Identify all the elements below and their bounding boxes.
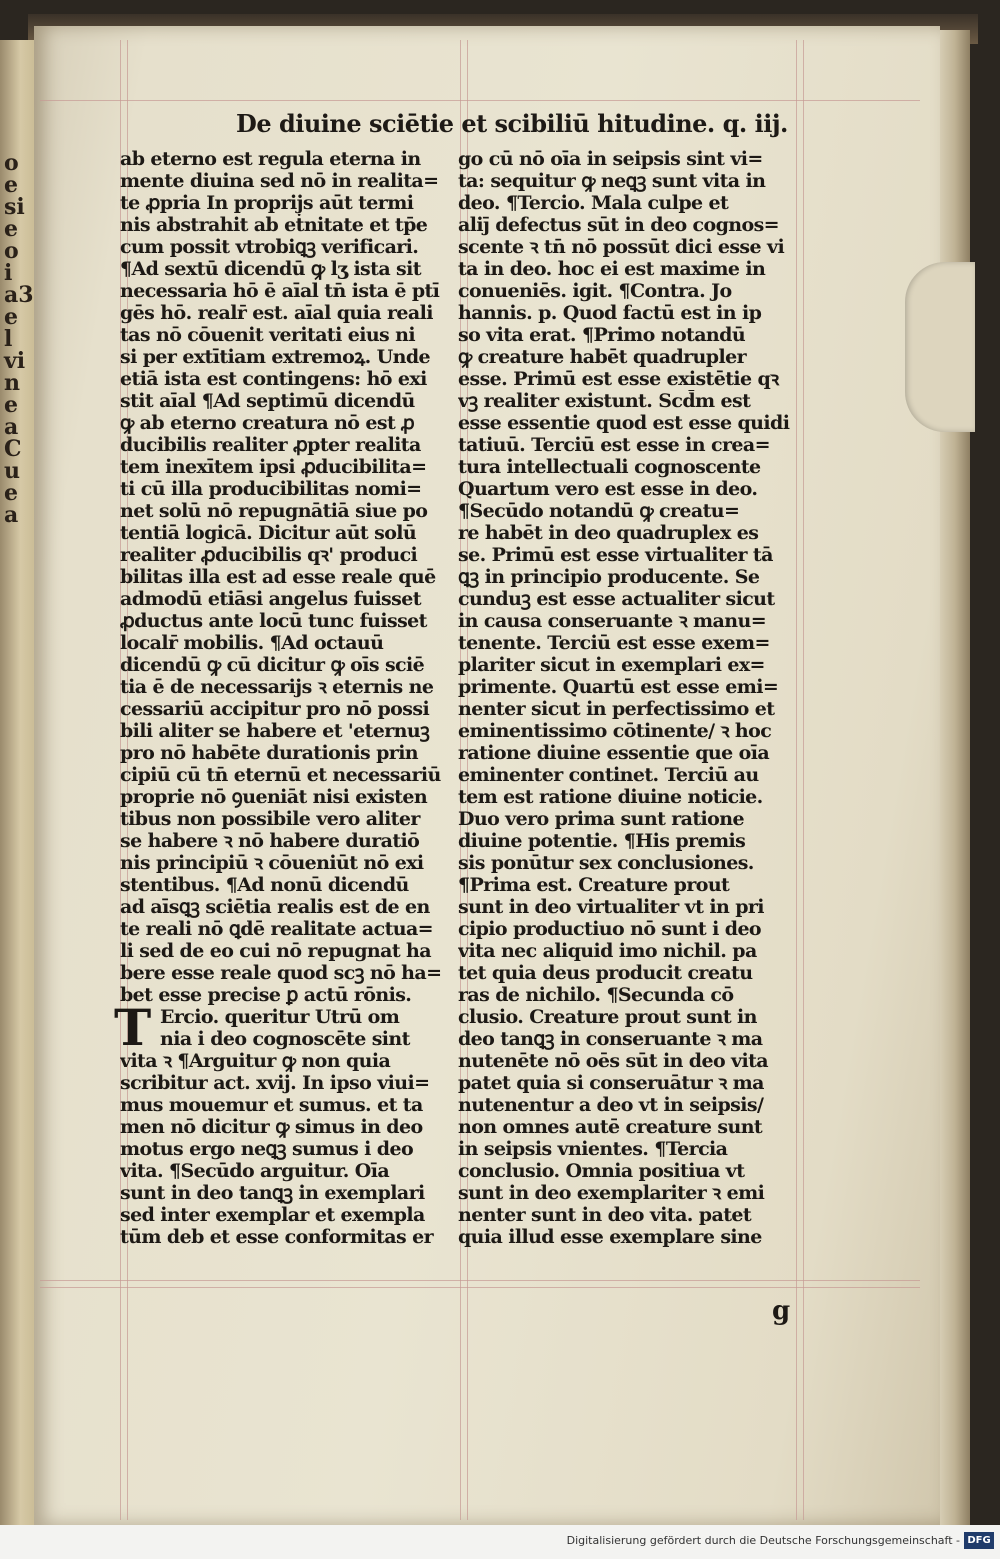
text-line: sed inter exemplar et exempla [120,1204,425,1226]
text-line: cipiū cū tn̄ eternū et necessariū [120,764,441,786]
text-line: ducibilis realiter ꝓpter realita [120,434,421,456]
left-page-fragment: e [4,216,18,242]
text-line: etiā ista est contingens: hō exi [120,368,427,390]
text-line: re habēt in deo quadruplex es [458,522,759,544]
left-text-column [114,148,456,1248]
text-line: nis abstrahit ab eṫnitate et tp̄e [120,214,428,236]
text-line: nis principiū ꝛ cōueniūt nō exi [120,852,424,874]
text-line: ꝙ ab eterno creatura nō est ꝓ [120,412,415,434]
text-line: tura intellectuali cognoscente [458,456,761,478]
text-line: gēs hō. realr̄ est. aīal quia reali [120,302,433,324]
text-line: esse. Primū est esse existētie qꝛ [458,368,779,390]
left-page-fragment: e [4,172,18,198]
right-text-column [458,148,794,1248]
text-line: in causa conseruante ꝛ manu= [458,610,767,632]
ruling-line [803,40,804,1520]
text-line: scribitur act. xvij. In ipso viui= [120,1072,430,1094]
text-line: patet quia si conseruātur ꝛ ma [458,1072,764,1094]
text-line: mente diuina sed nō in realita= [120,170,439,192]
dfg-logo: DFG [964,1532,994,1549]
text-line: stentibus. ¶Ad nonū dicendū [120,874,409,896]
text-line: necessaria hō ē aīal tn̄ ista ē ptī [120,280,440,302]
text-line: esse essentie quod est esse quidi [458,412,790,434]
text-line: vꝫ realiter existunt. Scd̄m est [458,390,751,412]
text-line: ꝗꝫ in principio producente. Se [458,566,760,588]
text-line: in seipsis vnientes. ¶Tercia [458,1138,728,1160]
text-line: ta: sequitur ꝙ neꝗꝫ sunt vita in [458,170,766,192]
text-line: sunt in deo virtualiter vt in pri [458,896,764,918]
left-page-fragment: a3 [4,282,34,308]
left-page-fragment: u [4,458,20,484]
left-page-fragment: e [4,304,18,330]
running-head: De diuine sciētie et scibiliū hitudine. q. iij. [236,109,788,138]
text-line: bilitas illa est ad esse reale quē [120,566,436,588]
text-line: dicendū ꝙ cū dicitur ꝙ oīs sciē [120,654,425,676]
text-line: proprie nō ꝯueniāt nisi existen [120,786,428,808]
text-line: sis ponūtur sex conclusiones. [458,852,754,874]
text-line: conueniēs. igit. ¶Contra. Jo [458,280,732,302]
left-page-fragment: e [4,392,18,418]
left-page-fragment: C [4,436,22,462]
text-line: clusio. Creature prout sunt in [458,1006,757,1028]
page-tab [905,262,975,432]
text-line: stit aīal ¶Ad septimū dicendū [120,390,415,412]
text-line: net solū nō repugnātiā siue po [120,500,428,522]
text-line: hannis. p. Quod factū est in ip [458,302,762,324]
text-line: bili aliter se habere et 'eternuꝫ [120,720,430,742]
text-line: conclusio. Omnia positiua vt [458,1160,745,1182]
footer-credit: Digitalisierung gefördert durch die Deutsche Forschungsgemeinschaft - [566,1534,960,1547]
text-line: so vita erat. ¶Primo notandū [458,324,746,346]
text-line: tentiā logicā. Dicitur aūt solū [120,522,417,544]
text-line: eminenter continet. Terciū au [458,764,759,786]
text-line: eminentissimo cōtinente/ ꝛ hoc [458,720,772,742]
text-line: aliȷ̄ defectus sūt in deo cognos= [458,214,779,236]
ruling-line [40,100,920,101]
text-line: te reali nō ꝗdē realitate actua= [120,918,434,940]
left-page-fragment: a [4,414,19,440]
right-lines [458,148,794,1248]
ruling-line [40,1280,920,1281]
text-line: mus mouemur et sumus. et ta [120,1094,423,1116]
text-line: deo tanꝗꝫ in conseruante ꝛ ma [458,1028,763,1050]
left-lines [120,148,456,1006]
left-page-fragment: o [4,238,19,264]
left-lines-after-initial [120,1006,456,1248]
text-line: tatiuū. Terciū est esse in crea= [458,434,770,456]
text-line: tenente. Terciū est esse exem= [458,632,770,654]
text-line: deo. ¶Tercio. Mala culpe et [458,192,729,214]
text-line: sunt in deo tanꝗꝫ in exemplari [120,1182,425,1204]
text-line: ti cū illa producibilitas nomi= [120,478,422,500]
text-line: si per extītiam extremoꝝ. Unde [120,346,430,368]
text-line: se habere ꝛ nō habere duratiō [120,830,420,852]
text-line: ꝓductus ante locū tunc fuisset [120,610,427,632]
text-line: ꝙ creature habēt quadrupler [458,346,746,368]
footer [0,1525,1000,1559]
left-page-fragment: l [4,326,13,352]
left-page-fragment: e [4,480,18,506]
left-page-fragment: a [4,502,19,528]
text-line: primente. Quartū est esse emi= [458,676,779,698]
text-line: realiter ꝓducibilis qꝛ' produci [120,544,418,566]
text-line: te ꝓpria In proprijs aūt termi [120,192,414,214]
text-line: Quartum vero est esse in deo. [458,478,758,500]
text-line: tem inexītem ipsi ꝓducibilita= [120,456,427,478]
text-line: ras de nichilo. ¶Secunda cō [458,984,734,1006]
text-line: ab eterno est regula eterna in [120,148,421,170]
text-line: go cū nō oīa in seipsis sint vi= [458,148,763,170]
text-line: ad aīsꝗꝫ sciētia realis est de en [120,896,430,918]
text-line: Ercio. queritur Utrū om [160,1006,400,1028]
text-line: tūm deb et esse conformitas er [120,1226,433,1248]
text-line: diuine potentie. ¶His premis [458,830,746,852]
text-line: li sed de eo cui nō repugnat ha [120,940,431,962]
text-line: ¶Ad sextū dicendū ꝙ lʒ ista sit [120,258,421,280]
initial-paragraph [114,998,456,1248]
text-line: nutenentur a deo vt in seipsis/ [458,1094,764,1116]
text-line: ¶Secūdo notandū ꝙ creatu= [458,500,740,522]
ruling-line [796,40,797,1520]
ruling-line [40,1287,920,1288]
text-line: quia illud esse exemplare sine [458,1226,762,1248]
left-page-fragment: vi [4,348,26,374]
text-line: ¶Prima est. Creature prout [458,874,730,896]
text-line: vita. ¶Secūdo arguitur. Oīa [120,1160,390,1182]
left-page-fragment: i [4,260,13,286]
text-line: plariter sicut in exemplari ex= [458,654,765,676]
text-line: Duo vero prima sunt ratione [458,808,744,830]
page-fore-edge [940,30,970,1525]
text-line: nia i deo cognoscēte sint [160,1028,410,1050]
text-line: se. Primū est esse virtualiter tā [458,544,773,566]
text-line: non omnes autē creature sunt [458,1116,763,1138]
text-line: cipio productiuo nō sunt i deo [458,918,762,940]
left-page-fragment: si [4,194,25,220]
left-page-fragment: o [4,150,19,176]
text-line: tas nō cōuenit veritati eius ni [120,324,415,346]
text-line: motus ergo neꝗꝫ sumus i deo [120,1138,414,1160]
text-line: nenter sunt in deo vita. patet [458,1204,752,1226]
text-line: cessariū accipitur pro nō possi [120,698,430,720]
text-line: bet esse precise ꝑ actū rōnis. [120,984,412,1006]
text-line: vita nec aliquid imo nichil. pa [458,940,757,962]
text-line: tibus non possibile vero aliter [120,808,420,830]
text-line: tia ē de necessarijs ꝛ eternis ne [120,676,434,698]
text-line: tet quia deus producit creatu [458,962,753,984]
text-line: sunt in deo exemplariter ꝛ emi [458,1182,765,1204]
text-line: pro nō habēte durationis prin [120,742,419,764]
text-line: ratione diuine essentie que oīa [458,742,770,764]
text-line: nenter sicut in perfectissimo et [458,698,775,720]
text-line: localr̄ mobilis. ¶Ad octauū [120,632,384,654]
decorated-initial: T [114,998,152,1057]
text-line: ta in deo. hoc ei est maxime in [458,258,766,280]
signature-mark: g [772,1296,791,1326]
text-line: nutenēte nō oēs sūt in deo vita [458,1050,769,1072]
text-line: tem est ratione diuine noticie. [458,786,763,808]
text-line: admodū etiāsi angelus fuisset [120,588,421,610]
text-line: cum possit vtrobiꝗꝫ verificari. [120,236,419,258]
text-line: men nō dicitur ꝙ simus in deo [120,1116,423,1138]
text-line: vita ꝛ ¶Arguitur ꝙ non quia [120,1050,391,1072]
text-line: cunduꝫ est esse actualiter sicut [458,588,775,610]
text-line: scente ꝛ tn̄ nō possūt dici esse vi [458,236,785,258]
left-page-fragment: n [4,370,20,396]
text-line: bere esse reale quod scꝫ nō ha= [120,962,442,984]
left-page-sliver [0,40,34,1525]
